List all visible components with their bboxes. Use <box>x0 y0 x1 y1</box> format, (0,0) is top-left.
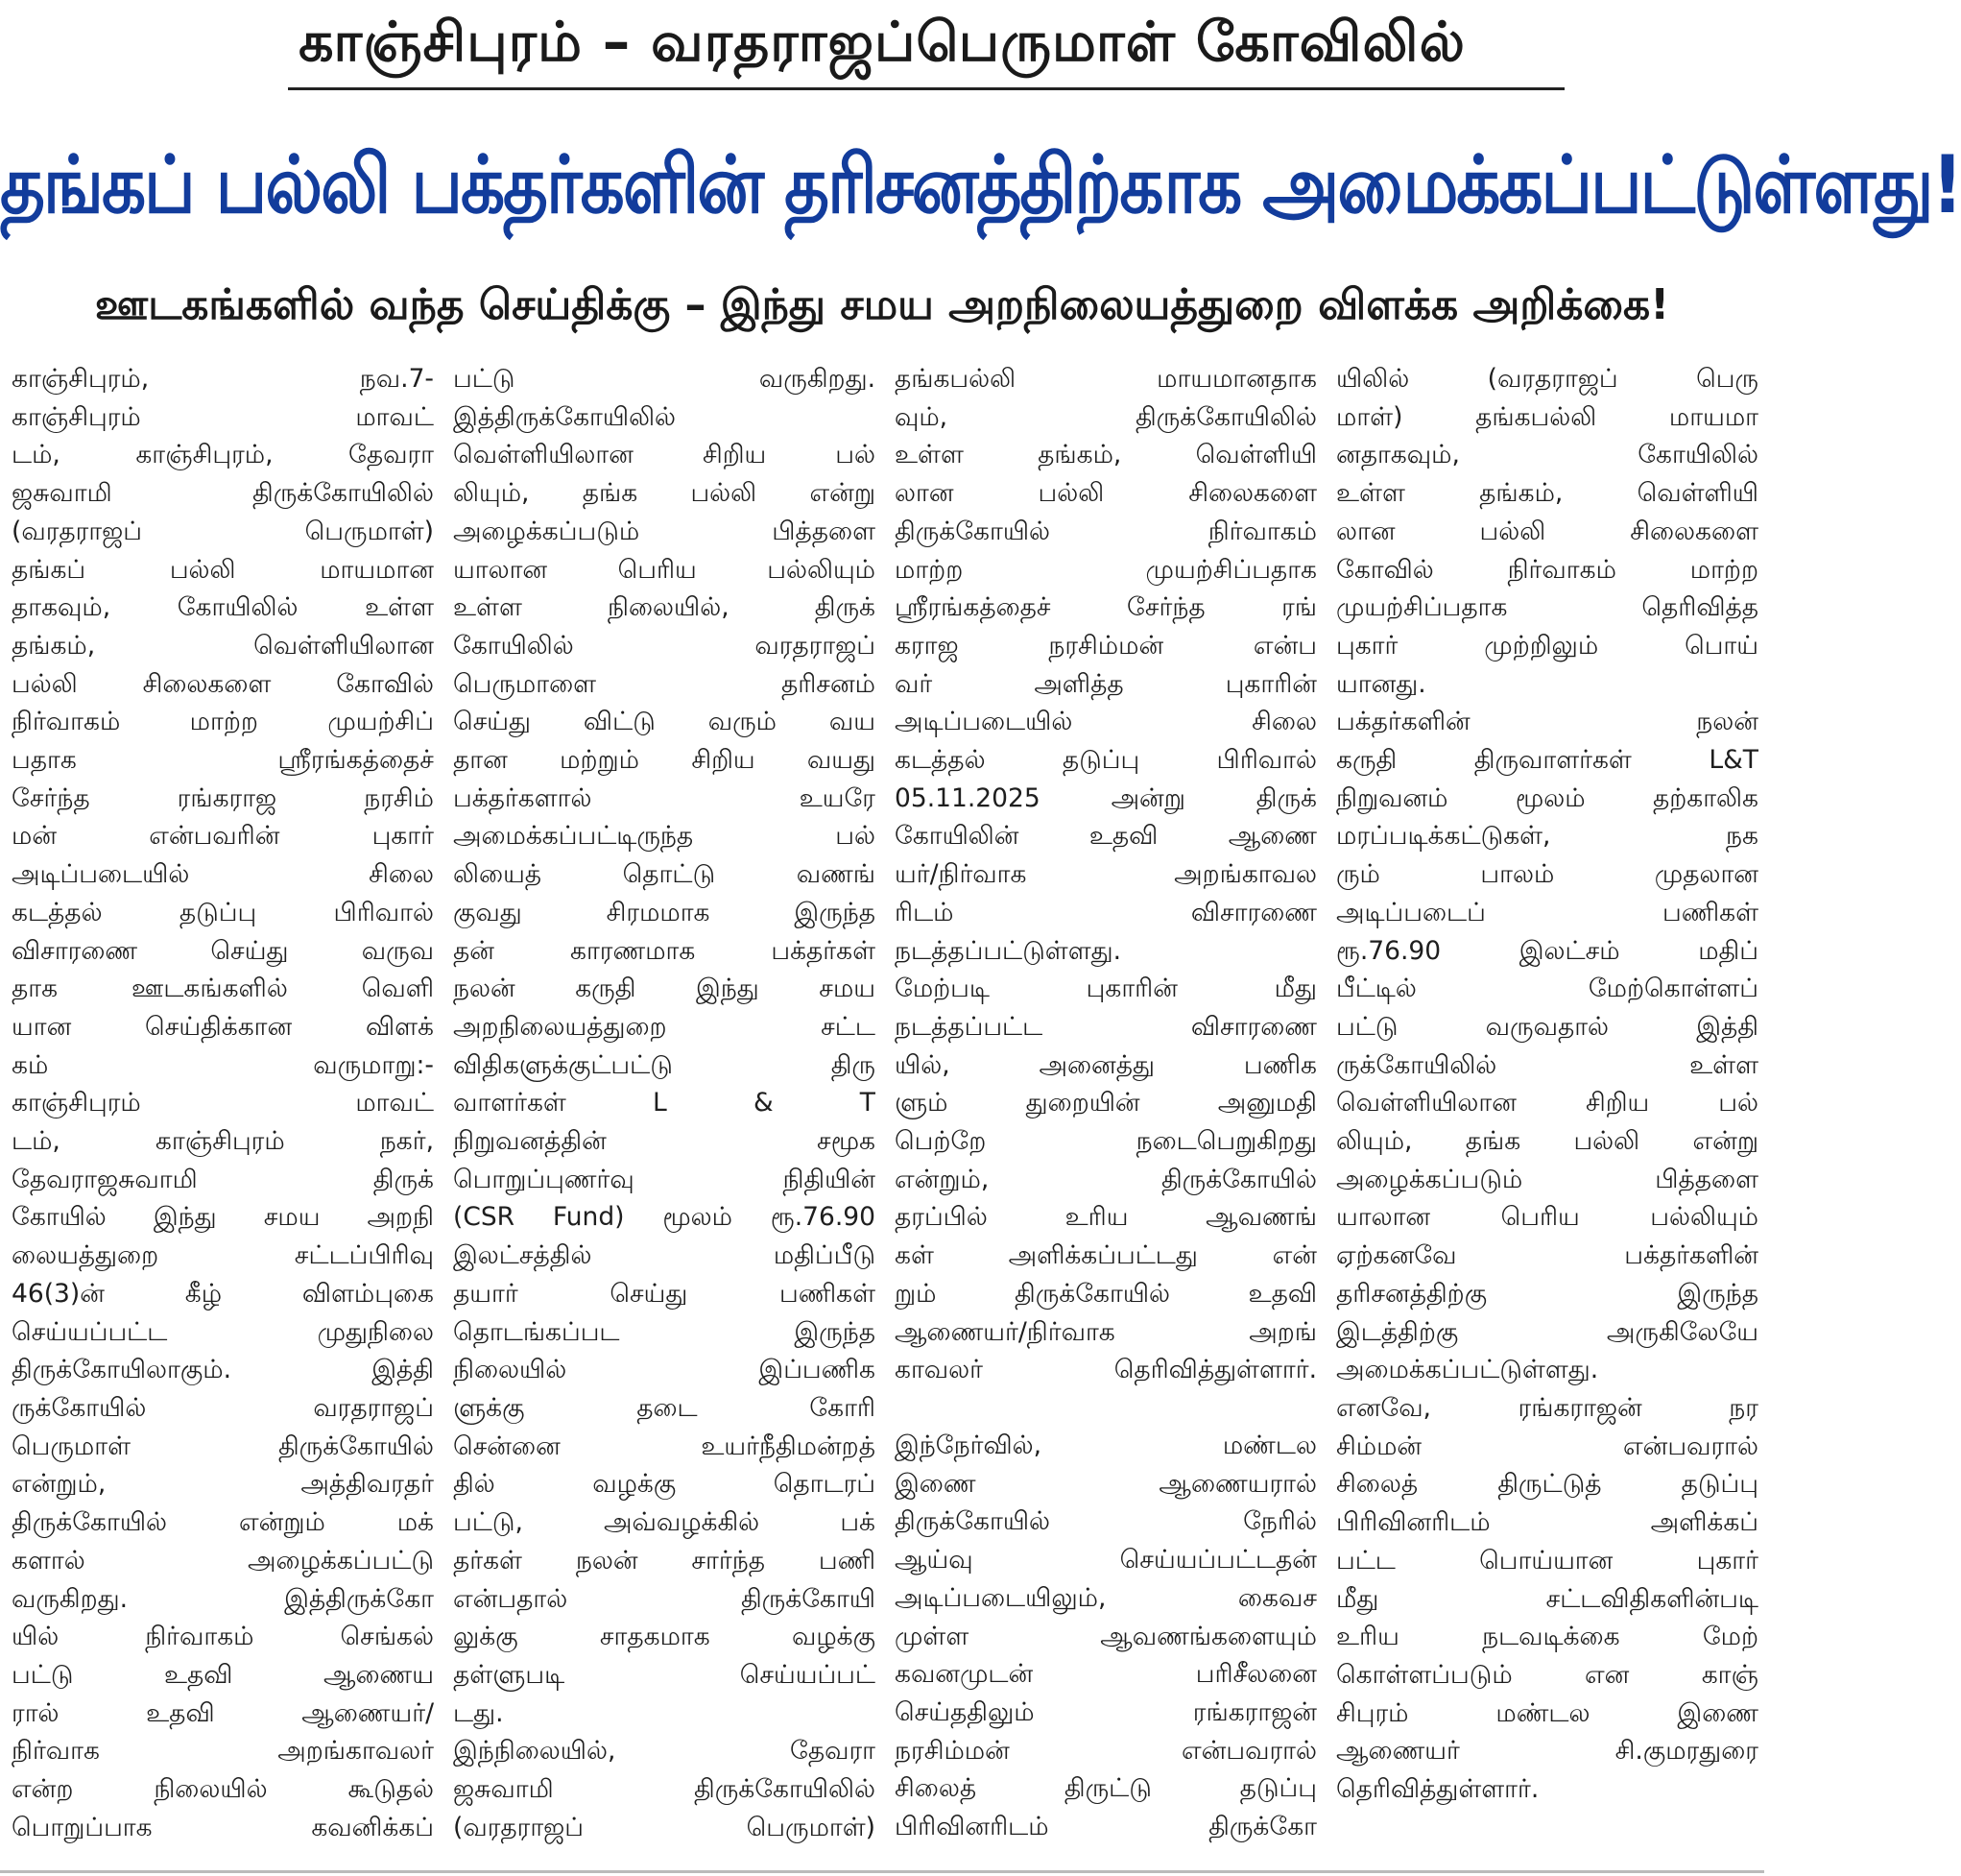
text-line: சிபுரம் மண்டல இணை <box>1336 1697 1758 1728</box>
text-line: ஜசுவாமி திருக்கோயிலில் <box>453 1774 875 1805</box>
text-line: பக்தர்களின் நலன் <box>1336 707 1758 737</box>
text-line: (வரதராஜப் பெருமாள்) <box>453 1812 875 1842</box>
text-line: சேர்ந்த ரங்கராஜ நரசிம் <box>12 782 434 813</box>
text-line: தள்ளுபடி செய்யப்பட் <box>453 1659 875 1690</box>
text-line: தாகவும், கோயிலில் உள்ள <box>12 592 434 623</box>
text-line: செய்து விட்டு வரும் வய <box>453 707 875 737</box>
text-line: தெரிவித்துள்ளார். <box>1336 1774 1540 1805</box>
text-line: மாற்ற முயற்சிப்பதாக <box>895 554 1317 585</box>
text-line: ஏற்கனவே பக்தர்களின் <box>1336 1240 1758 1271</box>
text-line: என்றும், திருக்கோயில் <box>895 1164 1317 1194</box>
text-line: வர் அளித்த புகாரின் <box>895 668 1317 699</box>
text-line: தரப்பில் உரிய ஆவணங் <box>895 1202 1317 1233</box>
text-line: நரசிம்மன் என்பவரால் <box>895 1735 1317 1766</box>
text-line: ஆணையர்/நிர்வாக அறங் <box>895 1316 1317 1347</box>
article-kicker: காஞ்சிபுரம் – வரதராஜப்பெருமாள் கோவிலில் <box>299 11 1466 74</box>
text-line: சிம்மன் என்பவரால் <box>1336 1431 1758 1461</box>
text-line: லையத்துறை சட்டப்பிரிவு <box>12 1240 434 1271</box>
text-line: முள்ள ஆவணங்களையும் <box>895 1621 1317 1651</box>
text-line: தங்கம், வெள்ளியிலான <box>12 630 434 661</box>
text-line: டம், காஞ்சிபுரம் நகர், <box>12 1126 434 1157</box>
text-line: அமைக்கப்பட்டுள்ளது. <box>1336 1355 1599 1385</box>
text-line: நிர்வாகம் மாற்ற முயற்சிப் <box>12 707 434 737</box>
text-line: லுக்கு சாதகமாக வழக்கு <box>453 1622 875 1652</box>
text-line: விதிகளுக்குட்பட்டு திரு <box>453 1049 875 1080</box>
text-line: ஸ்ரீரங்கத்தைச் சேர்ந்த ரங் <box>895 592 1317 623</box>
text-line: கடத்தல் தடுப்பு பிரிவால் <box>895 745 1317 776</box>
text-line: நிலையில் இப்பணிக <box>453 1355 875 1385</box>
text-line: மரப்படிக்கட்டுகள், நக <box>1336 821 1758 852</box>
text-line: உரிய நடவடிக்கை மேற் <box>1336 1622 1758 1652</box>
text-line: சென்னை உயர்நீதிமன்றத் <box>453 1431 875 1461</box>
text-line: கம் வருமாறு:- <box>12 1049 434 1080</box>
text-line: பீட்டில் மேற்கொள்ளப் <box>1336 974 1758 1004</box>
kicker-rule <box>288 87 1565 90</box>
text-line: பொறுப்புணர்வு நிதியின் <box>453 1164 875 1194</box>
text-line: அழைக்கப்படும் பித்தளை <box>453 516 875 546</box>
text-line: யில், அனைத்து பணிக <box>895 1049 1317 1080</box>
text-line: இத்திருக்கோயிலில் <box>453 401 677 432</box>
text-line: காஞ்சிபுரம் மாவட் <box>12 401 434 432</box>
text-line: டம், காஞ்சிபுரம், தேவரா <box>12 440 434 470</box>
column-2 <box>453 360 875 1867</box>
text-line: ரிடம் விசாரணை <box>895 897 1317 927</box>
text-line: தயார் செய்து பணிகள் <box>453 1278 875 1309</box>
text-line: உள்ள தங்கம், வெள்ளியி <box>1336 478 1758 509</box>
text-line: சிலைத் திருட்டுத் தடுப்பு <box>1336 1469 1758 1500</box>
text-line: பெருமாள் திருக்கோயில் <box>12 1431 434 1461</box>
text-line: தங்கப் பல்லி மாயமான <box>12 554 434 585</box>
text-line: நடத்தப்பட்டுள்ளது. <box>895 935 1122 966</box>
text-line: லான பல்லி சிலைகளை <box>895 478 1317 509</box>
text-line: பெருமாளை தரிசனம் <box>453 668 875 699</box>
text-line: செய்யப்பட்ட முதுநிலை <box>12 1316 434 1347</box>
text-line: யில் நிர்வாகம் செங்கல் <box>12 1622 434 1652</box>
text-line: தில் வழக்கு தொடரப் <box>453 1469 875 1500</box>
text-line: நலன் கருதி இந்து சமய <box>453 974 875 1004</box>
text-line: உள்ள நிலையில், திருக் <box>453 592 875 623</box>
text-line: குவது சிரமமாக இருந்த <box>453 897 875 927</box>
text-line: அடிப்படைப் பணிகள் <box>1336 897 1758 927</box>
text-line: கோயிலில் வரதராஜப் <box>453 630 875 661</box>
text-line: கோயிலின் உதவி ஆணை <box>895 821 1317 852</box>
text-line: இந்நேர்வில், மண்டல <box>895 1430 1317 1460</box>
text-line: காஞ்சிபுரம், நவ.7- <box>12 364 434 394</box>
text-line: பொறுப்பாக கவனிக்கப் <box>12 1812 434 1842</box>
text-line: அடிப்படையில் சிலை <box>895 707 1317 737</box>
text-line: மேற்படி புகாரின் மீது <box>895 974 1317 1004</box>
text-line: கோயில் இந்து சமய அறநி <box>12 1202 434 1233</box>
text-line: விசாரணை செய்து வருவ <box>12 935 434 966</box>
text-line: திருக்கோயில் நிர்வாகம் <box>895 516 1317 546</box>
text-line: பட்டு வருவதால் இத்தி <box>1336 1011 1758 1042</box>
text-line: பிரிவினரிடம் அளிக்கப் <box>1336 1507 1758 1538</box>
text-line: னதாகவும், கோயிலில் <box>1336 440 1758 470</box>
text-line: றும் திருக்கோயில் உதவி <box>895 1278 1317 1309</box>
text-line: யான செய்திக்கான விளக் <box>12 1011 434 1042</box>
text-line: தாக ஊடகங்களில் வெளி <box>12 974 434 1004</box>
text-line: பல்லி சிலைகளை கோவில் <box>12 668 434 699</box>
text-line: (வரதராஜப் பெருமாள்) <box>12 516 434 546</box>
text-line: அடிப்படையிலும், கைவச <box>895 1582 1317 1613</box>
text-line: நடத்தப்பட்ட விசாரணை <box>895 1011 1317 1042</box>
text-line: கள் அளிக்கப்பட்டது என் <box>895 1240 1317 1271</box>
text-line: கருதி திருவாளர்கள் L&T <box>1336 745 1758 776</box>
text-line: எனவே, ரங்கராஜன் நர <box>1336 1392 1758 1423</box>
text-line: தன் காரணமாக பக்தர்கள் <box>453 935 875 966</box>
text-line: நிர்வாக அறங்காவலர் <box>12 1736 434 1767</box>
text-line: யர்/நிர்வாக அறங்காவல <box>895 859 1317 890</box>
text-line: காஞ்சிபுரம் மாவட் <box>12 1088 434 1118</box>
text-line: தரிசனத்திற்கு இருந்த <box>1336 1278 1758 1309</box>
text-line: பதாக ஸ்ரீரங்கத்தைச் <box>12 745 434 776</box>
text-line: ளும் துறையின் அனுமதி <box>895 1088 1317 1118</box>
text-line: வெள்ளியிலான சிறிய பல் <box>1336 1088 1758 1118</box>
text-line: அமைக்கப்பட்டிருந்த பல் <box>453 821 875 852</box>
text-line: என்றும், அத்திவரதர் <box>12 1469 434 1500</box>
text-line: மீது சட்டவிதிகளின்படி <box>1336 1583 1758 1614</box>
text-line: மன் என்பவரின் புகார் <box>12 821 434 852</box>
page-bottom-rule <box>0 1870 1764 1873</box>
paragraph-gap <box>895 1389 1317 1427</box>
text-line: கோவில் நிர்வாகம் மாற்ற <box>1336 554 1758 585</box>
text-line: மாள்) தங்கபல்லி மாயமா <box>1336 401 1758 432</box>
text-line: வாளர்கள் L & T <box>453 1088 875 1118</box>
text-line: ஆணையர் சி.குமரதுரை <box>1336 1736 1758 1767</box>
text-line: ஆய்வு செய்யப்பட்டதன் <box>895 1545 1317 1575</box>
text-line: இணை ஆணையரால் <box>895 1468 1317 1499</box>
text-line: லியும், தங்க பல்லி என்று <box>453 478 875 509</box>
column-3 <box>895 360 1317 1867</box>
text-line: லியும், தங்க பல்லி என்று <box>1336 1126 1758 1157</box>
text-line: தங்கபல்லி மாயமானதாக <box>895 364 1317 394</box>
column-4 <box>1336 360 1758 1867</box>
text-line: திருக்கோயில் என்றும் மக் <box>12 1507 434 1538</box>
text-line: ரூ.76.90 இலட்சம் மதிப் <box>1336 935 1758 966</box>
text-line: யிலில் (வரதராஜப் பெரு <box>1336 364 1758 394</box>
text-line: (CSR Fund) மூலம் ரூ.76.90 <box>453 1202 875 1233</box>
text-line: செய்ததிலும் ரங்கராஜன் <box>895 1696 1317 1727</box>
text-line: கொள்ளப்படும் என காஞ் <box>1336 1659 1758 1690</box>
article-subhead: ஊடகங்களில் வந்த செய்திக்கு – இந்து சமய அறநிலையத்துறை விளக்க அறிக்கை! <box>94 280 1670 329</box>
text-line: திருக்கோயிலாகும். இத்தி <box>12 1355 434 1385</box>
text-line: டது. <box>453 1697 504 1728</box>
text-line: யாலான பெரிய பல்லியும் <box>453 554 875 585</box>
text-line: ளுக்கு தடை கோரி <box>453 1392 875 1423</box>
column-1 <box>12 360 434 1867</box>
text-line: அறநிலையத்துறை சட்ட <box>453 1011 875 1042</box>
text-line: லியைத் தொட்டு வணங் <box>453 859 875 890</box>
text-line: வெள்ளியிலான சிறிய பல் <box>453 440 875 470</box>
text-line: ரால் உதவி ஆணையர்/ <box>12 1697 434 1728</box>
article-body <box>12 360 1757 1867</box>
text-line: கராஜ நரசிம்மன் என்ப <box>895 630 1317 661</box>
text-line: ஜசுவாமி திருக்கோயிலில் <box>12 478 434 509</box>
text-line: என்ற நிலையில் கூடுதல் <box>12 1774 434 1805</box>
text-line: பக்தர்களால் உயரே <box>453 782 875 813</box>
text-line: பெற்றே நடைபெறுகிறது <box>895 1126 1317 1157</box>
text-line: யானது. <box>1336 668 1426 699</box>
text-line: கவனமுடன் பரிசீலனை <box>895 1659 1317 1690</box>
text-line: பட்ட பொய்யான புகார் <box>1336 1545 1758 1575</box>
text-line: கடத்தல் தடுப்பு பிரிவால் <box>12 897 434 927</box>
text-line: அழைக்கப்படும் பித்தளை <box>1336 1164 1758 1194</box>
article-headline: தங்கப் பல்லி பக்தர்களின் தரிசனத்திற்காக அமைக்கப்பட்டுள்ளது! <box>0 137 1961 231</box>
text-line: பிரிவினரிடம் திருக்கோ <box>895 1812 1317 1842</box>
text-line: ரும் பாலம் முதலான <box>1336 859 1758 890</box>
text-line: பட்டு வருகிறது. <box>453 364 875 394</box>
text-line: தர்கள் நலன் சார்ந்த பணி <box>453 1545 875 1575</box>
text-line: 46(3)ன் கீழ் விளம்புகை <box>12 1278 434 1309</box>
text-line: பட்டு, அவ்வழக்கில் பக் <box>453 1507 875 1538</box>
text-line: 05.11.2025 அன்று திருக் <box>895 782 1317 813</box>
text-line: வருகிறது. இத்திருக்கோ <box>12 1583 434 1614</box>
text-line: முயற்சிப்பதாக தெரிவித்த <box>1336 592 1758 623</box>
text-line: இலட்சத்தில் மதிப்பீடு <box>453 1240 875 1271</box>
text-line: யாலான பெரிய பல்லியும் <box>1336 1202 1758 1233</box>
text-line: நிறுவனம் மூலம் தற்காலிக <box>1336 782 1758 813</box>
text-line: ருக்கோயில் வரதராஜப் <box>12 1392 434 1423</box>
text-line: உள்ள தங்கம், வெள்ளியி <box>895 440 1317 470</box>
text-line: களால் அழைக்கப்பட்டு <box>12 1545 434 1575</box>
text-line: இடத்திற்கு அருகிலேயே <box>1336 1316 1758 1347</box>
text-line: தேவராஜசுவாமி திருக் <box>12 1164 434 1194</box>
text-line: பட்டு உதவி ஆணைய <box>12 1659 434 1690</box>
text-line: இந்நிலையில், தேவரா <box>453 1736 875 1767</box>
text-line: லான பல்லி சிலைகளை <box>1336 516 1758 546</box>
text-line: என்பதால் திருக்கோயி <box>453 1583 875 1614</box>
text-line: தொடங்கப்பட இருந்த <box>453 1316 875 1347</box>
text-line: காவலர் தெரிவித்துள்ளார். <box>895 1355 1317 1385</box>
text-line: திருக்கோயில் நேரில் <box>895 1506 1317 1537</box>
text-line: அடிப்படையில் சிலை <box>12 859 434 890</box>
text-line: தான மற்றும் சிறிய வயது <box>453 745 875 776</box>
text-line: ருக்கோயிலில் உள்ள <box>1336 1049 1758 1080</box>
text-line: நிறுவனத்தின் சமூக <box>453 1126 875 1157</box>
text-line: வும், திருக்கோயிலில் <box>895 401 1317 432</box>
text-line: சிலைத் திருட்டு தடுப்பு <box>895 1773 1317 1804</box>
text-line: புகார் முற்றிலும் பொய் <box>1336 630 1758 661</box>
